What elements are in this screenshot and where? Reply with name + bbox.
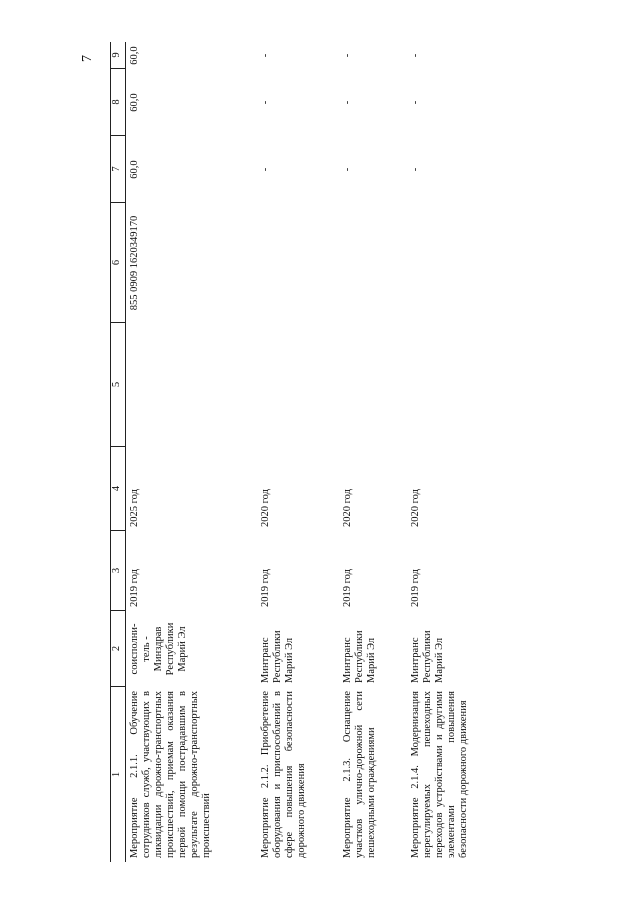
column-5-value [257, 323, 339, 447]
column-header-3: 3 [110, 531, 126, 611]
column-9-value: - [410, 53, 421, 58]
activity-description: Мероприятие 2.1.2. Приобретение оборудования и приспособлений в сфере повышения безопасности дорожного движения [260, 691, 307, 858]
budget-code [339, 203, 407, 323]
rotated-table-container [110, 42, 565, 862]
executor: соисполни- тель - Минздрав Республики Марий Эл [129, 622, 188, 676]
end-year: 2020 год [410, 489, 421, 527]
column-9-value: - [260, 53, 271, 58]
page-number: 7 [80, 55, 95, 62]
column-8-value: - [342, 100, 353, 105]
column-header-1: 1 [110, 687, 126, 862]
column-8-value: - [410, 100, 421, 105]
budget-code [407, 203, 565, 323]
table-row [126, 42, 257, 862]
start-year: 2019 год [342, 569, 353, 607]
activity-description: Мероприятие 2.1.4. Модернизация нерегулируемых пешеходных переходов устройствами и другими элементами повышения безопасности дорожного движения [410, 691, 469, 858]
start-year: 2019 год [410, 569, 421, 607]
column-header-9: 9 [110, 42, 126, 69]
table-row [407, 42, 565, 862]
column-header-6: 6 [110, 203, 126, 323]
table-row [257, 42, 339, 862]
start-year: 2019 год [260, 569, 271, 607]
column-7-value: 60,0 [129, 160, 140, 179]
column-9-value: 60,0 [129, 46, 140, 65]
column-7-value: - [410, 167, 421, 172]
table-top-rule [110, 42, 111, 862]
column-5-value [339, 323, 407, 447]
executor: Минтранс Республики Марий Эл [342, 630, 377, 683]
column-header-8: 8 [110, 69, 126, 136]
column-8-value: - [260, 100, 271, 105]
end-year: 2025 год [129, 489, 140, 527]
budget-code [257, 203, 339, 323]
column-header-7: 7 [110, 136, 126, 203]
column-header-4: 4 [110, 447, 126, 531]
column-9-value: - [342, 53, 353, 58]
start-year: 2019 год [129, 569, 140, 607]
activities-table [110, 42, 126, 862]
column-7-value: - [342, 167, 353, 172]
activity-description: Мероприятие 2.1.1. Обучение сотрудников служб, участвующих в ликвидации дорожно-транспортных происшествий, приемам оказания первой помощи пострадавшим в результате дорожно-транспортных происшествий [129, 691, 212, 858]
executor: Минтранс Республики Марий Эл [260, 630, 295, 683]
table-row [339, 42, 407, 862]
activity-description: Мероприятие 2.1.3. Оснащение участков улично-дорожной сети пешеходными ограждениями [342, 691, 377, 858]
column-header-2: 2 [110, 611, 126, 687]
column-7-value: - [260, 167, 271, 172]
budget-code: 855 0909 1620349170 [129, 215, 140, 311]
column-5-value [126, 323, 257, 447]
column-8-value: 60,0 [129, 93, 140, 112]
executor: Минтранс Республики Марий Эл [410, 630, 445, 683]
column-header-5: 5 [110, 323, 126, 447]
column-5-value [407, 323, 565, 447]
end-year: 2020 год [342, 489, 353, 527]
end-year: 2020 год [260, 489, 271, 527]
